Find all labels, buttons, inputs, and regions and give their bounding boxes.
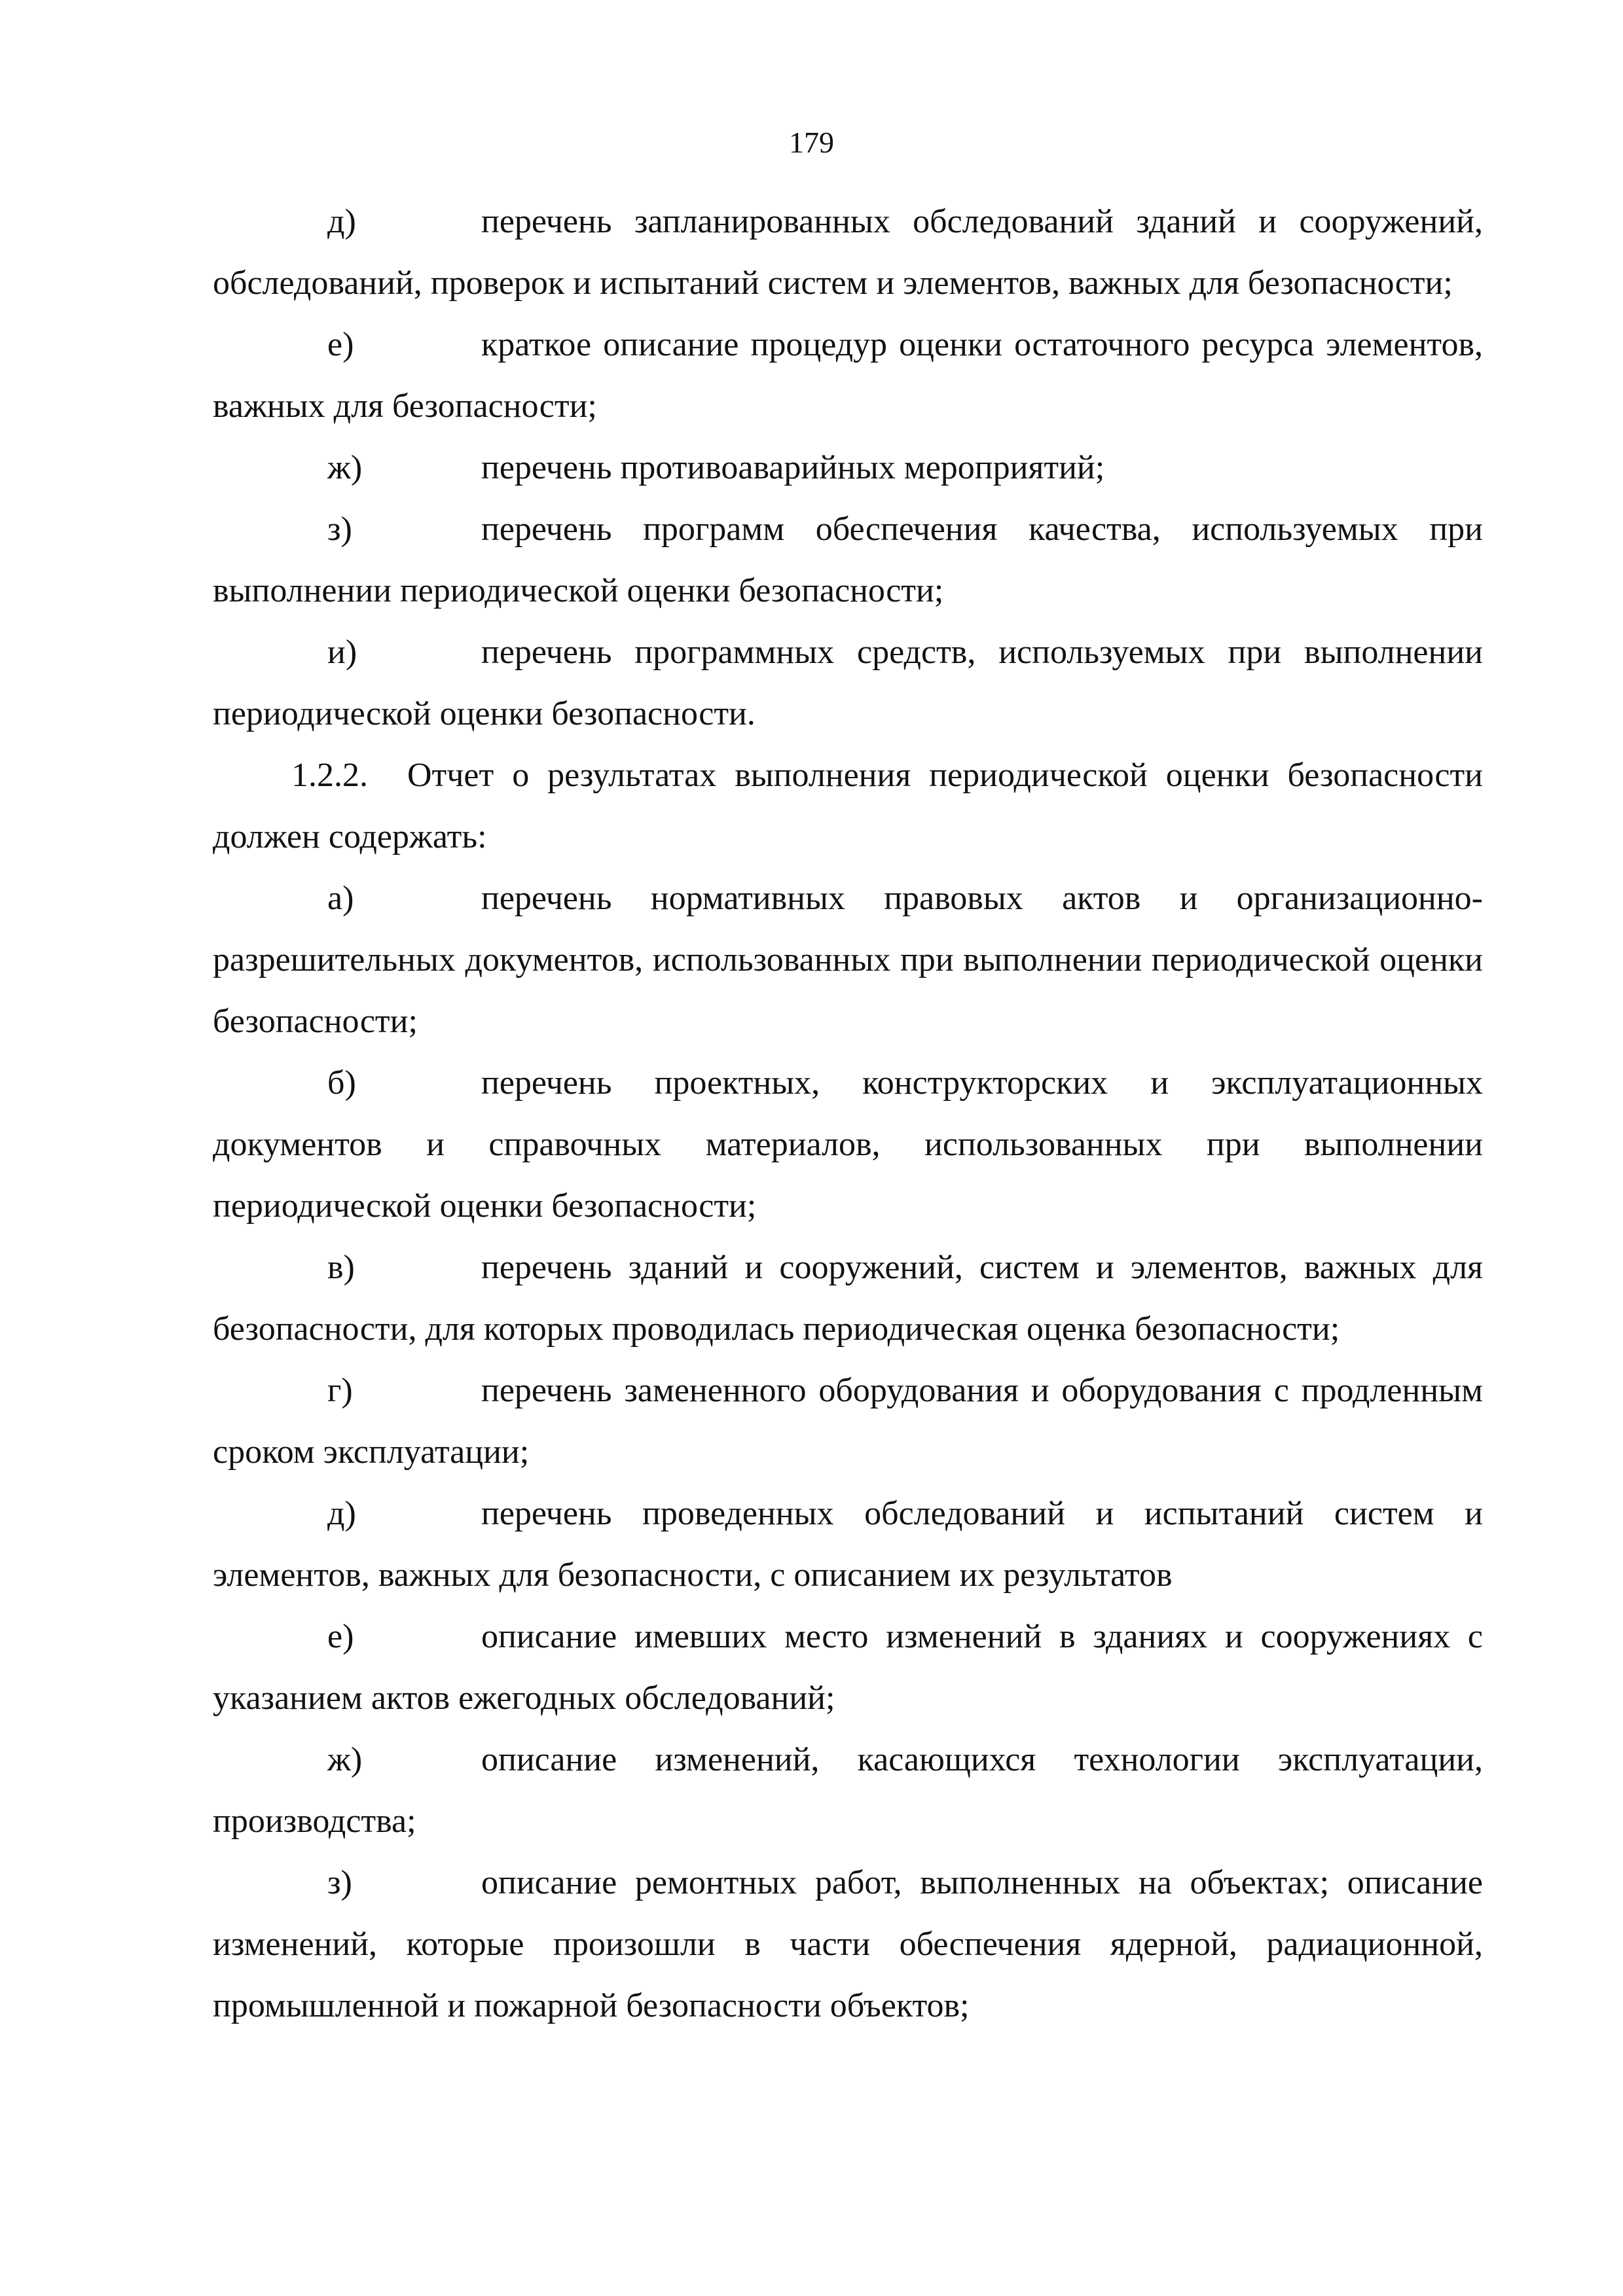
section-paragraph [213, 745, 1483, 868]
list-item-text: перечень проектных, конструкторских и эксплуатационных документов и справочных материалов, использованных при выполнении периодической оценки безопасности; [213, 1064, 1483, 1225]
list-marker: д) [327, 203, 356, 240]
list-marker: г) [327, 1372, 353, 1409]
list-item [213, 1483, 1483, 1606]
list-item-text: перечень проведенных обследований и испытаний систем и элементов, важных для безопасности, с описанием их результатов [213, 1495, 1483, 1594]
list-marker: ж) [327, 1741, 363, 1778]
list-item-text: перечень программ обеспечения качества, используемых при выполнении периодической оценки безопасности; [213, 511, 1483, 609]
list-item-text: описание изменений, касающихся технологии эксплуатации, производства; [213, 1741, 1483, 1840]
list-item-text: перечень противоаварийных мероприятий; [481, 449, 1105, 486]
list-item [213, 314, 1483, 437]
list-marker: е) [327, 326, 354, 363]
list-item-text: описание имевших место изменений в зданиях и сооружениях с указанием актов ежегодных обследований; [213, 1618, 1483, 1717]
list-item-text: перечень нормативных правовых актов и организационно-разрешительных документов, использованных при выполнении периодической оценки безопасности; [213, 880, 1483, 1040]
list-marker: з) [327, 511, 352, 548]
list-item [213, 1360, 1483, 1483]
list-item [213, 1852, 1483, 2037]
list-item-text: перечень зданий и сооружений, систем и элементов, важных для безопасности, для которых проводилась периодическая оценка безопасности; [213, 1249, 1483, 1348]
list-marker: в) [327, 1249, 355, 1286]
list-item [213, 499, 1483, 622]
list-item-text: перечень замененного оборудования и оборудования с продленным сроком эксплуатации; [213, 1372, 1483, 1471]
list-marker: ж) [327, 449, 363, 486]
section-number: 1.2.2. [291, 757, 368, 794]
list-marker: з) [327, 1864, 352, 1901]
list-marker: д) [327, 1495, 356, 1532]
list-item-text: краткое описание процедур оценки остаточного ресурса элементов, важных для безопасности; [213, 326, 1483, 425]
list-item [213, 1237, 1483, 1360]
document-body [213, 191, 1483, 2037]
page-number: 179 [789, 126, 834, 159]
list-item-text: описание ремонтных работ, выполненных на объектах; описание изменений, которые произошли в части обеспечения ядерной, радиационной, промышленной и пожарной безопасности объектов; [213, 1864, 1483, 2024]
list-item [213, 1052, 1483, 1237]
list-item [213, 1729, 1483, 1852]
list-marker: и) [327, 634, 357, 671]
list-item [213, 622, 1483, 745]
list-marker: е) [327, 1618, 354, 1655]
list-marker: а) [327, 880, 354, 917]
list-item [213, 868, 1483, 1052]
list-marker: б) [327, 1064, 356, 1102]
list-item [213, 1606, 1483, 1729]
section-text: Отчет о результатах выполнения периодической оценки безопасности должен содержать: [213, 757, 1483, 855]
list-item-text: перечень программных средств, используемых при выполнении периодической оценки безопасности. [213, 634, 1483, 732]
list-item [213, 191, 1483, 314]
list-item-text: перечень запланированных обследований зданий и сооружений, обследований, проверок и испытаний систем и элементов, важных для безопасности; [213, 203, 1483, 302]
list-item [213, 437, 1483, 499]
